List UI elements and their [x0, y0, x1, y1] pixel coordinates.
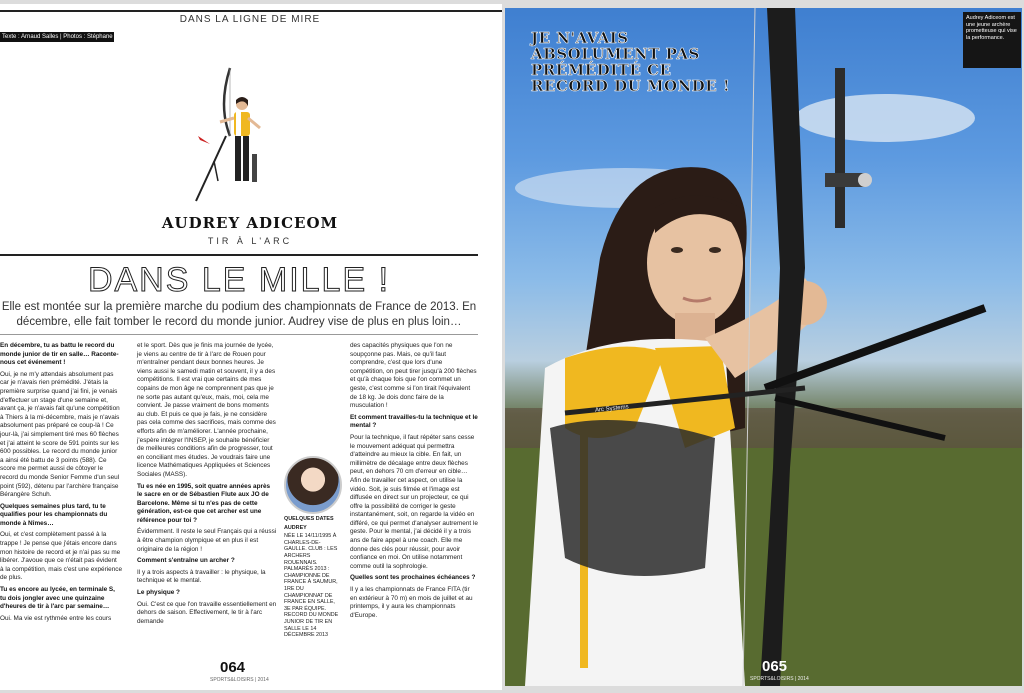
intro-rule — [0, 334, 478, 335]
column-paragraph: Évidemment. Il reste le seul Français qui a réussi à être champion olympique et en plus il est originaire de la région ! — [137, 528, 277, 553]
article-column-1 — [0, 342, 122, 652]
column-paragraph: Oui, et c'est complètement passé à la trappe ! Je pense que j'étais encore dans mon histoire de record et je n'ai pas su me libérer. J'avoue que ce n'était pas évident à la compétition, mais c'est une expérience de plus. — [0, 531, 122, 582]
article-column-3 — [350, 342, 478, 652]
column-paragraph: Tu es encore au lycée, en terminale S, tu dois jongler avec une quinzaine d'heures de tir à l'arc par semaine… — [0, 586, 115, 611]
page-number-right: 065 — [762, 658, 788, 675]
column-paragraph: des capacités physiques que l'on ne soupçonne pas. Mais, ce qu'il faut comprendre, c'est que lors d'une compétition, on peut tirer jusqu'à 200 flèches et qu'à chaque fois que l'on commet un geste, c'est comme si l'on tirait l'équivalent de 18 kg. Je dois donc faire de la musculation ! — [350, 342, 477, 410]
column-paragraph: Il y a trois aspects à travailler : le physique, la technique et le mental. — [137, 568, 266, 585]
photo-caption: Audrey Adiceom est une jeune archère prometteuse qui vise la performance. — [963, 12, 1021, 68]
bio-text: NÉE LE 14/11/1995 À CHARLES-DE-GAULLE. CLUB : LES ARCHERS ROUENNAIS. PALMARÈS 2013 : CHAMPIONNE DE FRANCE À SAUMUR, 1RE DU CHAMPIONNAT DE FRANCE EN SALLE, 3E PAR ÉQUIPE. RECORD DU MONDE JUNIOR DE TIR EN SALLE LE 14 DÉCEMBRE 2013 — [284, 533, 339, 639]
bio-name: AUDREY — [284, 524, 307, 531]
headline: DANS LE MILLE ! — [87, 261, 391, 299]
archer-figure — [190, 66, 270, 214]
column-paragraph: Oui. C'est ce que l'on travaille essentiellement en dehors de saison. Effectivement, le tir à l'arc demande — [137, 600, 277, 625]
column-paragraph: Pour la technique, il faut répéter sans cesse le mouvement adéquat qui permettra d'atteindre au mieux la cible. En fait, un millimètre de décalage entre deux flèches peut, en dehors 70 cm d'erreur en cible… Afin de travailler cet aspect, on utilise la vidéo. Soit, je suis filmée et l'image est diffusée en direct sur un projecteur, ce qui offre la possibilité de corriger le geste instantanément, soit, on regarde la vidéo en différé, ce qui permet d'analyser autrement le geste. Pour le mental, j'ai décidé il y a trois ans de faire appel à une coach. Elle me donne des clés pour réussir, pour avoir confiance en moi. On utilise notamment comme outil la sophrologie. — [350, 433, 478, 570]
column-paragraph: Il y a les championnats de France FITA (tir en extérieur à 70 m) en mois de juillet et au printemps, il y aura les championnats d'Europe. — [350, 586, 473, 619]
page-number-left: 064 — [220, 659, 246, 676]
credit-bar: Texte : Arnaud Salles | Photos : Stéphane Grandordy — [2, 34, 143, 40]
footer-right: SPORTS&LOISIRS | 2014 — [750, 676, 809, 682]
archer-photo — [505, 8, 1022, 686]
column-paragraph: Le physique ? — [137, 589, 180, 597]
bio-box — [284, 516, 340, 652]
column-paragraph: Et comment travailles-tu la technique et le mental ? — [350, 413, 478, 430]
column-paragraph: Comment s'entraîne un archer ? — [137, 557, 235, 565]
column-paragraph: Oui. Ma vie est rythmée entre les cours — [0, 614, 112, 622]
intro-paragraph: Elle est montée sur la première marche du podium des championnats de France de 2013. En décembre, elle fait tomber le record du monde junior. Audrey vise de plus en plus loin… — [1, 301, 477, 328]
article-column-2 — [137, 342, 277, 652]
pull-quote: JE N'AVAIS ABSOLUMENT PAS PRÉMÉDITÉ CE RECORD DU MONDE ! — [531, 29, 731, 95]
footer-left: SPORTS&LOISIRS | 2014 — [210, 677, 269, 683]
column-paragraph: et le sport. Dès que je finis ma journée de lycée, je viens au centre de tir à l'arc de Rouen pour m'entraîner pendant deux bonnes heures. Je viens aussi le samedi matin et souvent, il y a des compétitions. Il est vrai que certains de mes copains de mon âge ne comprennent pas que je ne sorte pas autant qu'eux, mais, moi, cela me convient. Je passe vraiment de bons moments au club. Et puis ce que je fais, je ne considère pas cela comme des sacrifices, mais comme des efforts afin de m'améliorer. L'année prochaine, j'espère intégrer l'INSEP, je souhaite bénéficier de meilleures conditions afin de progresser, tout en conciliant mes études. Je voudrais faire une licence Mathématiques Appliquées et Sciences Sociales (MASS). — [137, 342, 276, 478]
bio-heading: QUELQUES DATES — [284, 516, 334, 522]
column-paragraph: Quelques semaines plus tard, tu te qualifies pour les championnats du monde à Nîmes… — [0, 502, 108, 527]
top-rule — [0, 10, 502, 12]
section-label: DANS LA LIGNE DE MIRE — [179, 14, 321, 25]
arrow-brand-text: Arc Systems — [594, 404, 629, 414]
column-paragraph: Quelles sont tes prochaines échéances ? — [350, 574, 476, 582]
athlete-sport: TIR À L'ARC — [207, 236, 293, 246]
column-paragraph: Oui, je ne m'y attendais absolument pas car je n'avais rien prémédité. J'étais la première surprise quand j'ai fini, je venais d'effectuer un stage d'une semaine et, avant ça, je n'avais fait qu'une compétition à Thiers à la mi-décembre, mais je n'avais absolument pas préparé ce coup-là ! Ce jour-là, j'ai simplement tiré mes 60 flèches et j'ai atteint le score de 591 points sur les 600 possibles. Le record du monde junior a ainsi été battu de 3 points (588). Ce score me permet aussi de côtoyer le record du monde Senior Femme d'un seul point (592), détenu par l'archère française Bérangère Schuh. — [0, 370, 120, 499]
right-page — [505, 8, 1022, 686]
headline-rule — [0, 254, 478, 256]
athlete-name: AUDREY ADICEOM — [161, 214, 339, 232]
athlete-portrait — [284, 456, 342, 514]
column-paragraph: En décembre, tu as battu le record du monde junior de tir en salle… Raconte-nous cet événement ! — [0, 342, 119, 367]
left-page — [0, 4, 502, 690]
column-paragraph: Tu es née en 1995, soit quatre années après le sacre en or de Sébastien Flute aux JO de Barcelone. Même si tu n'es pas de cette génération, est-ce que cet archer est une référence pour toi ? — [137, 482, 271, 524]
